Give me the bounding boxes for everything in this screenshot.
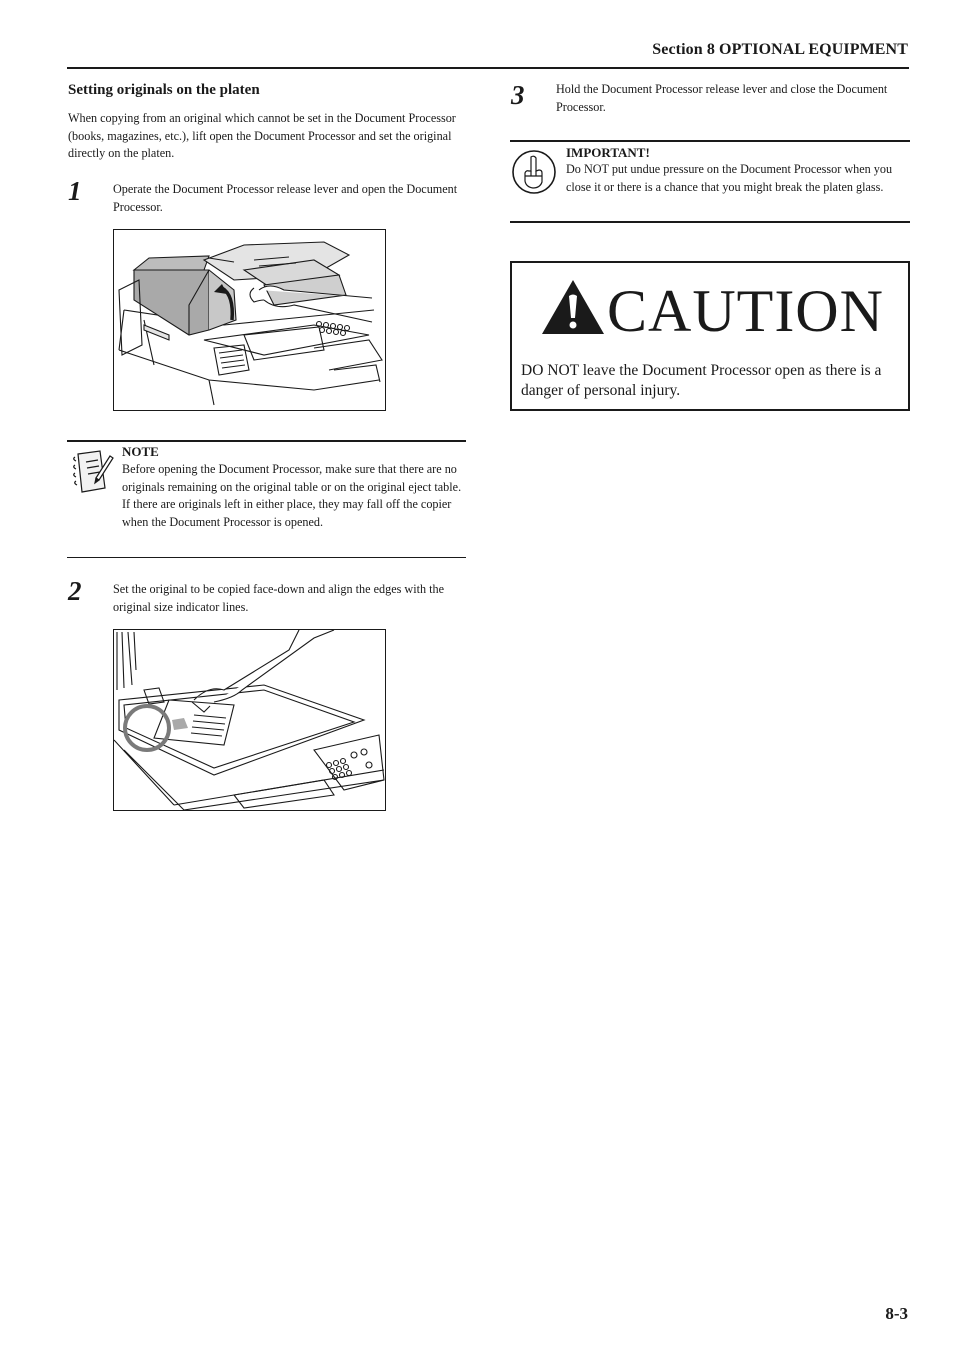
step-2-number: 2 — [68, 576, 82, 606]
note-title: NOTE — [122, 444, 159, 459]
sub-heading: Setting originals on the platen — [68, 82, 260, 98]
step-1-number: 1 — [68, 176, 82, 206]
platen-original-illustration — [114, 630, 385, 810]
important-text: Do NOT put undue pressure on the Document Processor when you close it or there is a chance that you might break the platen glass. — [566, 162, 893, 194]
important-bottom-rule — [510, 221, 910, 223]
important-title: IMPORTANT! — [566, 145, 650, 160]
note-top-rule — [67, 440, 466, 442]
important-top-rule — [510, 140, 910, 142]
warning-triangle-icon — [540, 278, 606, 336]
note-text: Before opening the Document Processor, make sure that there are no originals remaining on the original table or on the original eject table. If there are originals left in either place, they may fall off the copier when the Document Processor is opened. — [122, 462, 462, 529]
figure-open-document-processor — [113, 229, 386, 411]
header-rule — [67, 67, 909, 69]
step-2-text: Set the original to be copied face-down and align the edges with the original size indicator lines. — [113, 582, 444, 614]
step-3-number: 3 — [511, 80, 525, 110]
step-1-text: Operate the Document Processor release lever and open the Document Processor. — [113, 182, 458, 214]
page-number: 8-3 — [885, 1304, 908, 1323]
caution-text: DO NOT leave the Document Processor open as there is a danger of personal injury. — [521, 362, 882, 399]
note-bottom-rule — [67, 557, 466, 558]
step-3-text: Hold the Document Processor release lever and close the Document Processor. — [556, 82, 888, 114]
intro-paragraph: When copying from an original which cannot be set in the Document Processor (books, magazines, etc.), lift open the Document Processor and set the original directly on the platen. — [68, 111, 456, 161]
copier-open-illustration — [114, 230, 385, 410]
notebook-pencil-icon — [70, 448, 114, 498]
section-title: Section 8 OPTIONAL EQUIPMENT — [652, 41, 908, 58]
pointing-hand-icon — [511, 149, 557, 195]
caution-box — [510, 261, 910, 411]
caution-heading: CAUTION — [607, 278, 884, 344]
figure-set-original — [113, 629, 386, 811]
